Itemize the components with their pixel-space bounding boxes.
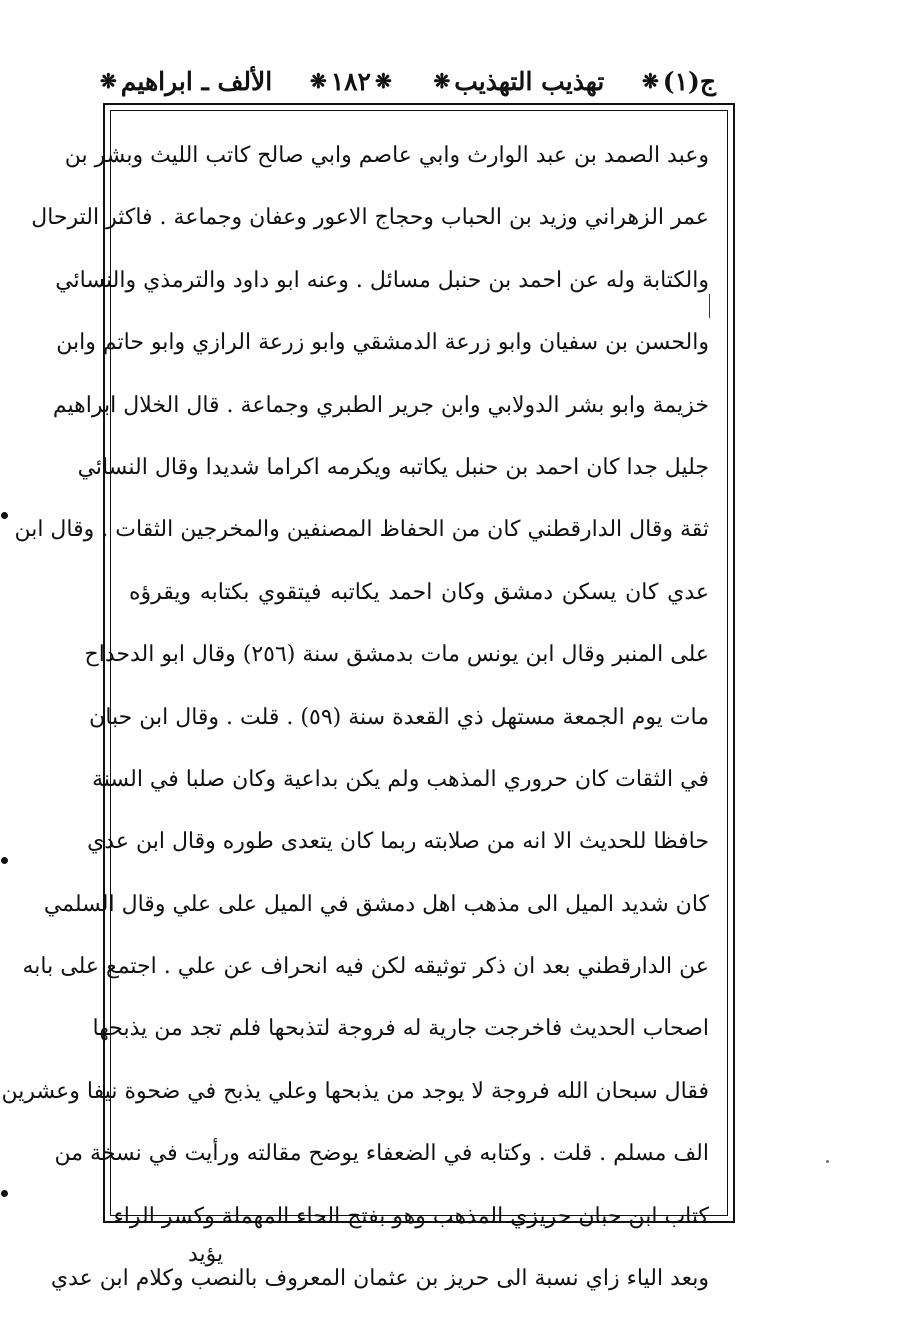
text-line: والحسن بن سفيان وابو زرعة الدمشقي وابو زرعة الرازي وابو حاتم وابن [56,330,709,356]
text-line: في الثقات كان حروري المذهب ولم يكن بداعية وكان صلبا في السنة [92,766,709,792]
text-line: عمر الزهراني وزيد بن الحباب وحجاج الاعور وعفان وجماعة . فاكثر الترحال [31,205,709,231]
scan-speck [826,1160,829,1163]
ornament-icon: ❋ [641,69,659,93]
text-line: وبعد الياء زاي نسبة الى حريز بن عثمان المعروف بالنصب وكلام ابن عدي [50,1266,709,1292]
page-number [306,67,396,96]
text-line: ثقة وقال الدارقطني كان من الحفاظ المصنفين والمخرجين الثقات . وقال ابن [14,517,709,543]
text-line: عدي كان يسكن دمشق وكان احمد يكاتبه فيتقوي بكتابه ويقرؤه [129,579,709,605]
section-title-text: الألف ـ ابراهيم [120,66,273,96]
text-line: وعبد الصمد بن عبد الوارث وابي عاصم وابي صالح كاتب الليث وبشر بن [64,143,709,168]
text-line: على المنبر وقال ابن يونس مات بدمشق سنة (٢٥٦) وقال ابو الدحداح [84,642,709,668]
section-title [96,67,272,96]
page-number-text: ١٨٢ [330,66,371,96]
text-line: فقال سبحان الله فروجة لا يوجد من يذبحها وعلي يذبح في ضحوة نيفا وعشرين [1,1078,709,1104]
text-line: حافظا للحديث الا انه من صلابته ربما كان يتعدى طوره وقال ابن عدي [87,829,709,855]
binding-hole-mark [1,1190,8,1197]
book-title [429,67,604,96]
body-text [1,125,709,1310]
ornament-icon: ❋ [433,69,451,93]
ornament-icon: ❋ [100,69,117,93]
text-line: والكتابة وله عن احمد بن حنبل مسائل . وعنه ابو داود والترمذي والنسائي [55,267,709,293]
text-line: كان شديد الميل الى مذهب اهل دمشق في الميل على علي وقال السلمي [43,891,709,917]
ornament-icon: ❋ [309,69,327,93]
text-line: خزيمة وابو بشر الدولابي وابن جرير الطبري وجماعة . قال الخلال ابراهيم [52,392,709,418]
book-title-text: تهذيب التهذيب [454,66,605,96]
text-line: عن الدارقطني بعد ان ذكر توثيقه لكن فيه انحراف عن علي . اجتمع على بابه [22,954,709,980]
volume-text: ج(١) [662,66,716,96]
ornament-icon: ❋ [375,69,392,93]
text-line: اصحاب الحديث فاخرجت جارية له فروجة لتذبحها فلم تجد من يذبحها [92,1016,709,1042]
volume-label [638,67,716,96]
text-line: جليل جدا كان احمد بن حنبل يكاتبه ويكرمه اكراما شديدا وقال النسائي [77,454,709,480]
binding-hole-mark [1,512,8,519]
text-line: الف مسلم . قلت . وكتابه في الضعفاء يوضح مقالته ورأيت في نسخة من [54,1141,709,1167]
running-header [96,54,716,108]
catchword: يؤيد [188,1242,224,1267]
text-line: مات يوم الجمعة مستهل ذي القعدة سنة (٥٩) . قلت . وقال ابن حبان [89,704,709,730]
binding-hole-mark [1,857,8,864]
text-line: كتاب ابن حبان حريزي المذهب وهو بفتح الحاء المهملة وكسر الراء [113,1203,709,1229]
scan-line-artifact [709,294,710,318]
